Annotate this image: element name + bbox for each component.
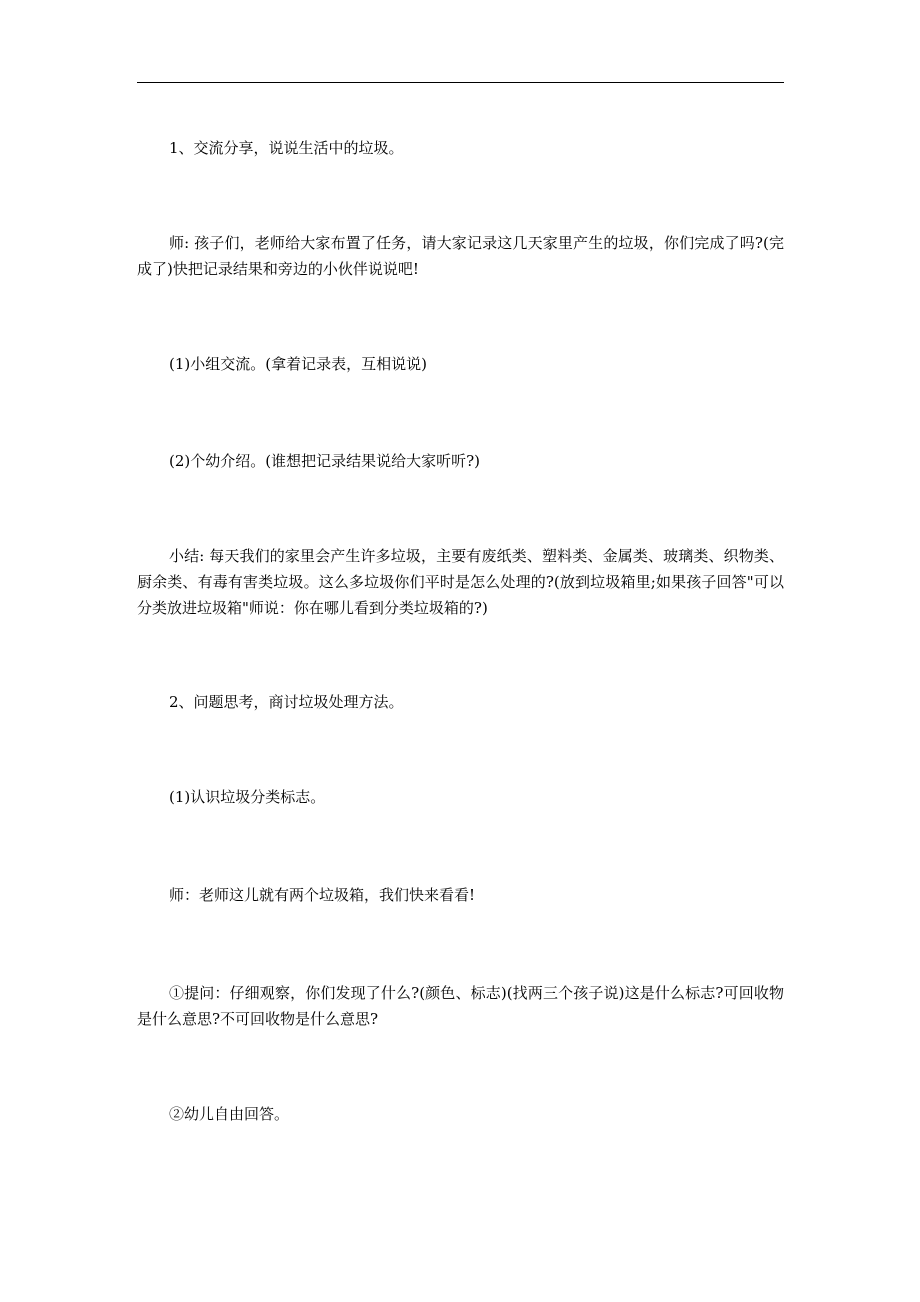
paragraph-teacher-bins: 师：老师这儿就有两个垃圾箱，我们快来看看! <box>169 886 476 904</box>
paragraph-individual-intro: (2)个幼介绍。(谁想把记录结果说给大家听听?) <box>169 452 480 470</box>
paragraph-teacher-task: 师: 孩子们，老师给大家布置了任务，请大家记录这几天家里产生的垃圾，你们完成了吗?(完成了)快把记录结果和旁边的小伙伴说说吧! <box>137 234 784 278</box>
paragraph-group-exchange: (1)小组交流。(拿着记录表，互相说说) <box>169 355 427 373</box>
header-rule <box>137 82 784 83</box>
paragraph-question: ①提问：仔细观察，你们发现了什么?(颜色、标志)(找两三个孩子说)这是什么标志?可回收物是什么意思?不可回收物是什么意思? <box>137 984 784 1028</box>
paragraph-free-answer: ②幼儿自由回答。 <box>169 1105 290 1123</box>
paragraph-summary: 小结: 每天我们的家里会产生许多垃圾，主要有废纸类、塑料类、金属类、玻璃类、织物类、厨余类、有毒有害类垃圾。这么多垃圾你们平时是怎么处理的?(放到垃圾箱里;如果孩子回答"可以分类放进垃圾箱"师说：你在哪儿看到分类垃圾箱的?) <box>137 547 784 617</box>
paragraph-share-heading: 1、交流分享，说说生活中的垃圾。 <box>169 139 404 157</box>
paragraph-recognize-signs: (1)认识垃圾分类标志。 <box>169 788 326 806</box>
paragraph-problem-heading: 2、问题思考，商讨垃圾处理方法。 <box>169 693 404 711</box>
